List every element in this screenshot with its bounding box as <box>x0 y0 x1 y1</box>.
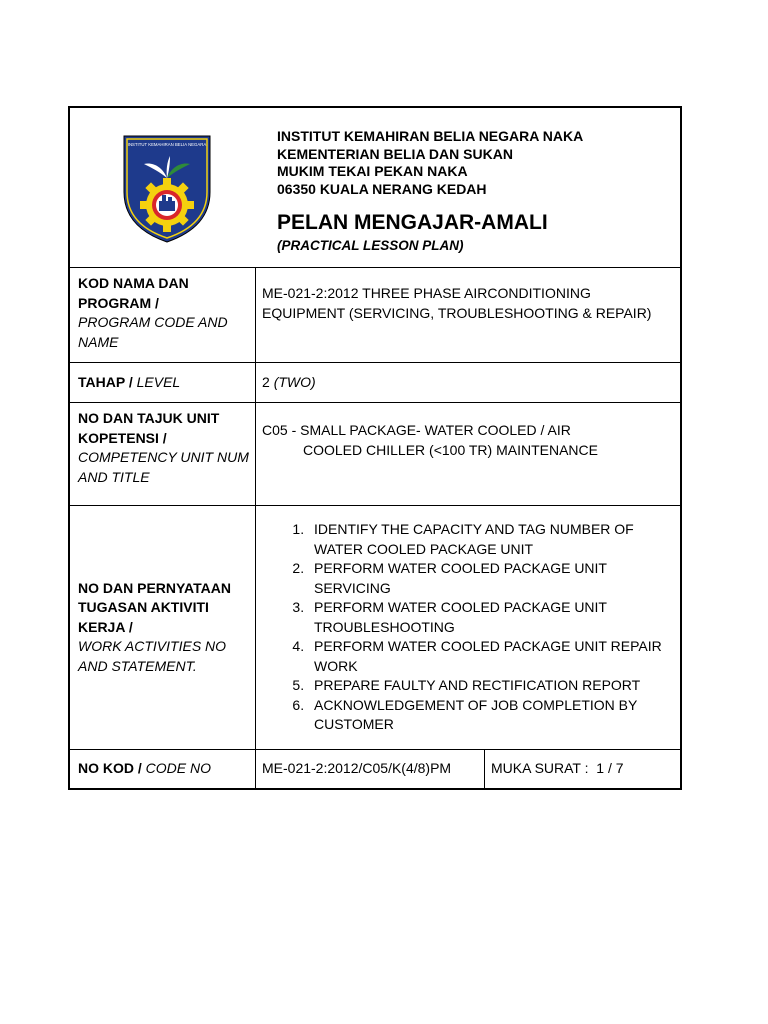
level-label-italic: LEVEL <box>136 373 181 390</box>
level-value-word: (TWO) <box>273 373 316 390</box>
task-item: 2. PERFORM WATER COOLED PACKAGE UNIT SERVICING <box>308 559 672 598</box>
unit-label-italic: COMPETENCY UNIT NUM AND TITLE <box>78 449 249 485</box>
level-value <box>256 363 680 402</box>
program-value: ME-021-2:2012 THREE PHASE AIRCONDITIONING EQUIPMENT (SERVICING, TROUBLESHOOTING & REPAIR) <box>262 285 652 321</box>
tasks-row <box>70 506 680 750</box>
code-value-text: ME-021-2:2012/C05/K(4/8)PM <box>262 760 452 777</box>
code-label <box>70 750 256 788</box>
level-value-number: 2 <box>262 373 270 390</box>
unit-row <box>70 403 680 506</box>
level-label <box>70 363 256 402</box>
unit-title-line1: C05 - SMALL PACKAGE- WATER COOLED / AIR <box>262 422 571 438</box>
tasks-list-cell <box>256 506 680 749</box>
unit-title-line2: COOLED CHILLER (<100 TR) MAINTENANCE <box>303 441 598 458</box>
page-number <box>485 750 680 788</box>
code-label-italic: CODE NO <box>145 760 212 777</box>
header-row <box>70 108 680 268</box>
locality-line: MUKIM TEKAI PEKAN NAKA <box>277 163 468 179</box>
task-item: 5. PREPARE FAULTY AND RECTIFICATION REPORT <box>308 676 672 696</box>
unit-value <box>256 403 680 505</box>
program-label <box>70 268 256 362</box>
lesson-plan-table <box>68 106 682 790</box>
tasks-label <box>70 506 256 749</box>
level-label-bold: TAHAP / <box>78 373 133 390</box>
code-row <box>70 750 680 788</box>
unit-label-bold: NO DAN TAJUK UNIT KOPETENSI / <box>78 410 220 446</box>
code-label-bold: NO KOD / <box>78 760 142 777</box>
task-item: 1. IDENTIFY THE CAPACITY AND TAG NUMBER OF WATER COOLED PACKAGE UNIT <box>308 520 672 559</box>
page-label: MUKA SURAT : <box>491 760 589 777</box>
page-value: 1 / 7 <box>596 760 624 777</box>
program-label-italic: PROGRAM CODE AND NAME <box>78 314 228 350</box>
task-item: 6. ACKNOWLEDGEMENT OF JOB COMPLETION BY CUSTOMER <box>308 696 672 735</box>
plan-title: PELAN MENGAJAR-AMALI <box>277 211 548 234</box>
postcode-line: 06350 KUALA NERANG KEDAH <box>277 180 487 197</box>
plan-subtitle: (PRACTICAL LESSON PLAN) <box>277 238 464 253</box>
institute-name-line: INSTITUT KEMAHIRAN BELIA NEGARA NAKA <box>277 128 584 144</box>
program-label-bold: KOD NAMA DAN PROGRAM / <box>78 275 189 311</box>
code-values <box>256 750 680 788</box>
code-value <box>256 750 485 788</box>
task-item: 4. PERFORM WATER COOLED PACKAGE UNIT REPAIR WORK <box>308 637 672 676</box>
unit-label <box>70 403 256 505</box>
program-row <box>70 268 680 363</box>
tasks-list <box>262 520 672 735</box>
institute-crest-icon <box>122 134 212 244</box>
tasks-label-bold: NO DAN PERNYATAAN TUGASAN AKTIVITI KERJA / <box>78 579 231 635</box>
crest-banner-text: INSTITUT KEMAHIRAN BELIA NEGARA <box>127 142 207 147</box>
task-item: 3. PERFORM WATER COOLED PACKAGE UNIT TROUBLESHOOTING <box>308 598 672 637</box>
ministry-line: KEMENTERIAN BELIA DAN SUKAN <box>277 145 513 162</box>
level-row <box>70 363 680 403</box>
institute-address <box>277 128 583 198</box>
tasks-label-italic: WORK ACTIVITIES NO AND STATEMENT. <box>78 638 227 674</box>
